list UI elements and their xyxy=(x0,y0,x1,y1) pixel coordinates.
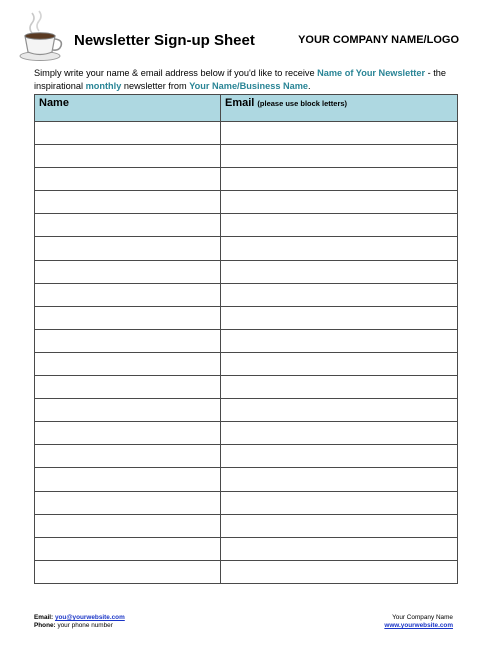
name-cell[interactable] xyxy=(35,376,221,399)
email-cell[interactable] xyxy=(221,376,458,399)
email-cell[interactable] xyxy=(221,329,458,352)
name-cell[interactable] xyxy=(35,491,221,514)
intro-part-2: - the inspirational xyxy=(34,68,446,91)
website-link[interactable]: www.yourwebsite.com xyxy=(384,622,453,629)
name-cell[interactable] xyxy=(35,214,221,237)
name-column-header: Name xyxy=(35,95,221,122)
email-cell[interactable] xyxy=(221,168,458,191)
newsletter-frequency: monthly xyxy=(85,81,122,91)
page-title: Newsletter Sign-up Sheet xyxy=(74,32,255,49)
table-row xyxy=(35,122,458,145)
name-cell[interactable] xyxy=(35,283,221,306)
email-cell[interactable] xyxy=(221,352,458,375)
name-cell[interactable] xyxy=(35,537,221,560)
name-cell[interactable] xyxy=(35,145,221,168)
email-column-header: Email (please use block letters) xyxy=(221,95,458,122)
name-cell[interactable] xyxy=(35,352,221,375)
name-cell[interactable] xyxy=(35,329,221,352)
name-cell[interactable] xyxy=(35,237,221,260)
name-cell[interactable] xyxy=(35,168,221,191)
table-row xyxy=(35,214,458,237)
email-cell[interactable] xyxy=(221,122,458,145)
table-row xyxy=(35,514,458,537)
table-row xyxy=(35,376,458,399)
table-row xyxy=(35,168,458,191)
email-cell[interactable] xyxy=(221,191,458,214)
email-cell[interactable] xyxy=(221,422,458,445)
email-cell[interactable] xyxy=(221,468,458,491)
email-cell[interactable] xyxy=(221,537,458,560)
name-cell[interactable] xyxy=(35,191,221,214)
name-cell[interactable] xyxy=(35,399,221,422)
footer-company-name: Your Company Name xyxy=(392,614,453,621)
name-cell[interactable] xyxy=(35,306,221,329)
email-cell[interactable] xyxy=(221,237,458,260)
intro-part-1: Simply write your name & email address below if you'd like to receive xyxy=(34,68,318,78)
email-column-note: (please use block letters) xyxy=(257,99,348,108)
footer-contact xyxy=(34,614,125,630)
table-row xyxy=(35,445,458,468)
footer-company xyxy=(384,614,453,630)
email-cell[interactable] xyxy=(221,283,458,306)
table-row xyxy=(35,491,458,514)
table-row xyxy=(35,399,458,422)
table-row xyxy=(35,283,458,306)
name-cell[interactable] xyxy=(35,514,221,537)
name-cell[interactable] xyxy=(35,260,221,283)
email-cell[interactable] xyxy=(221,399,458,422)
table-row xyxy=(35,145,458,168)
newsletter-name: Name of Your Newsletter xyxy=(317,68,426,78)
email-cell[interactable] xyxy=(221,306,458,329)
email-cell[interactable] xyxy=(221,260,458,283)
company-logo-placeholder: YOUR COMPANY NAME/LOGO xyxy=(298,34,459,46)
table-row xyxy=(35,306,458,329)
name-cell[interactable] xyxy=(35,122,221,145)
phone-label: Phone: xyxy=(34,622,56,629)
table-row xyxy=(35,560,458,583)
intro-text xyxy=(34,67,474,93)
table-header-row xyxy=(35,95,458,122)
name-cell[interactable] xyxy=(35,422,221,445)
table-row xyxy=(35,537,458,560)
intro-part-4: . xyxy=(308,81,311,91)
name-cell[interactable] xyxy=(35,468,221,491)
table-row xyxy=(35,422,458,445)
table-row xyxy=(35,260,458,283)
name-cell[interactable] xyxy=(35,445,221,468)
name-cell[interactable] xyxy=(35,560,221,583)
table-row xyxy=(35,468,458,491)
email-cell[interactable] xyxy=(221,214,458,237)
phone-value: your phone number xyxy=(57,622,113,629)
email-label: Email: xyxy=(34,614,54,621)
table-row xyxy=(35,237,458,260)
email-cell[interactable] xyxy=(221,560,458,583)
table-row xyxy=(35,352,458,375)
intro-part-3: newsletter from xyxy=(121,81,190,91)
business-name: Your Name/Business Name xyxy=(189,81,309,91)
coffee-cup-icon xyxy=(18,10,64,62)
table-body xyxy=(35,122,458,584)
email-link[interactable]: you@yourwebsite.com xyxy=(54,614,125,621)
email-cell[interactable] xyxy=(221,514,458,537)
table-row xyxy=(35,329,458,352)
email-cell[interactable] xyxy=(221,145,458,168)
table-row xyxy=(35,191,458,214)
signup-table xyxy=(34,94,458,584)
email-cell[interactable] xyxy=(221,491,458,514)
email-cell[interactable] xyxy=(221,445,458,468)
